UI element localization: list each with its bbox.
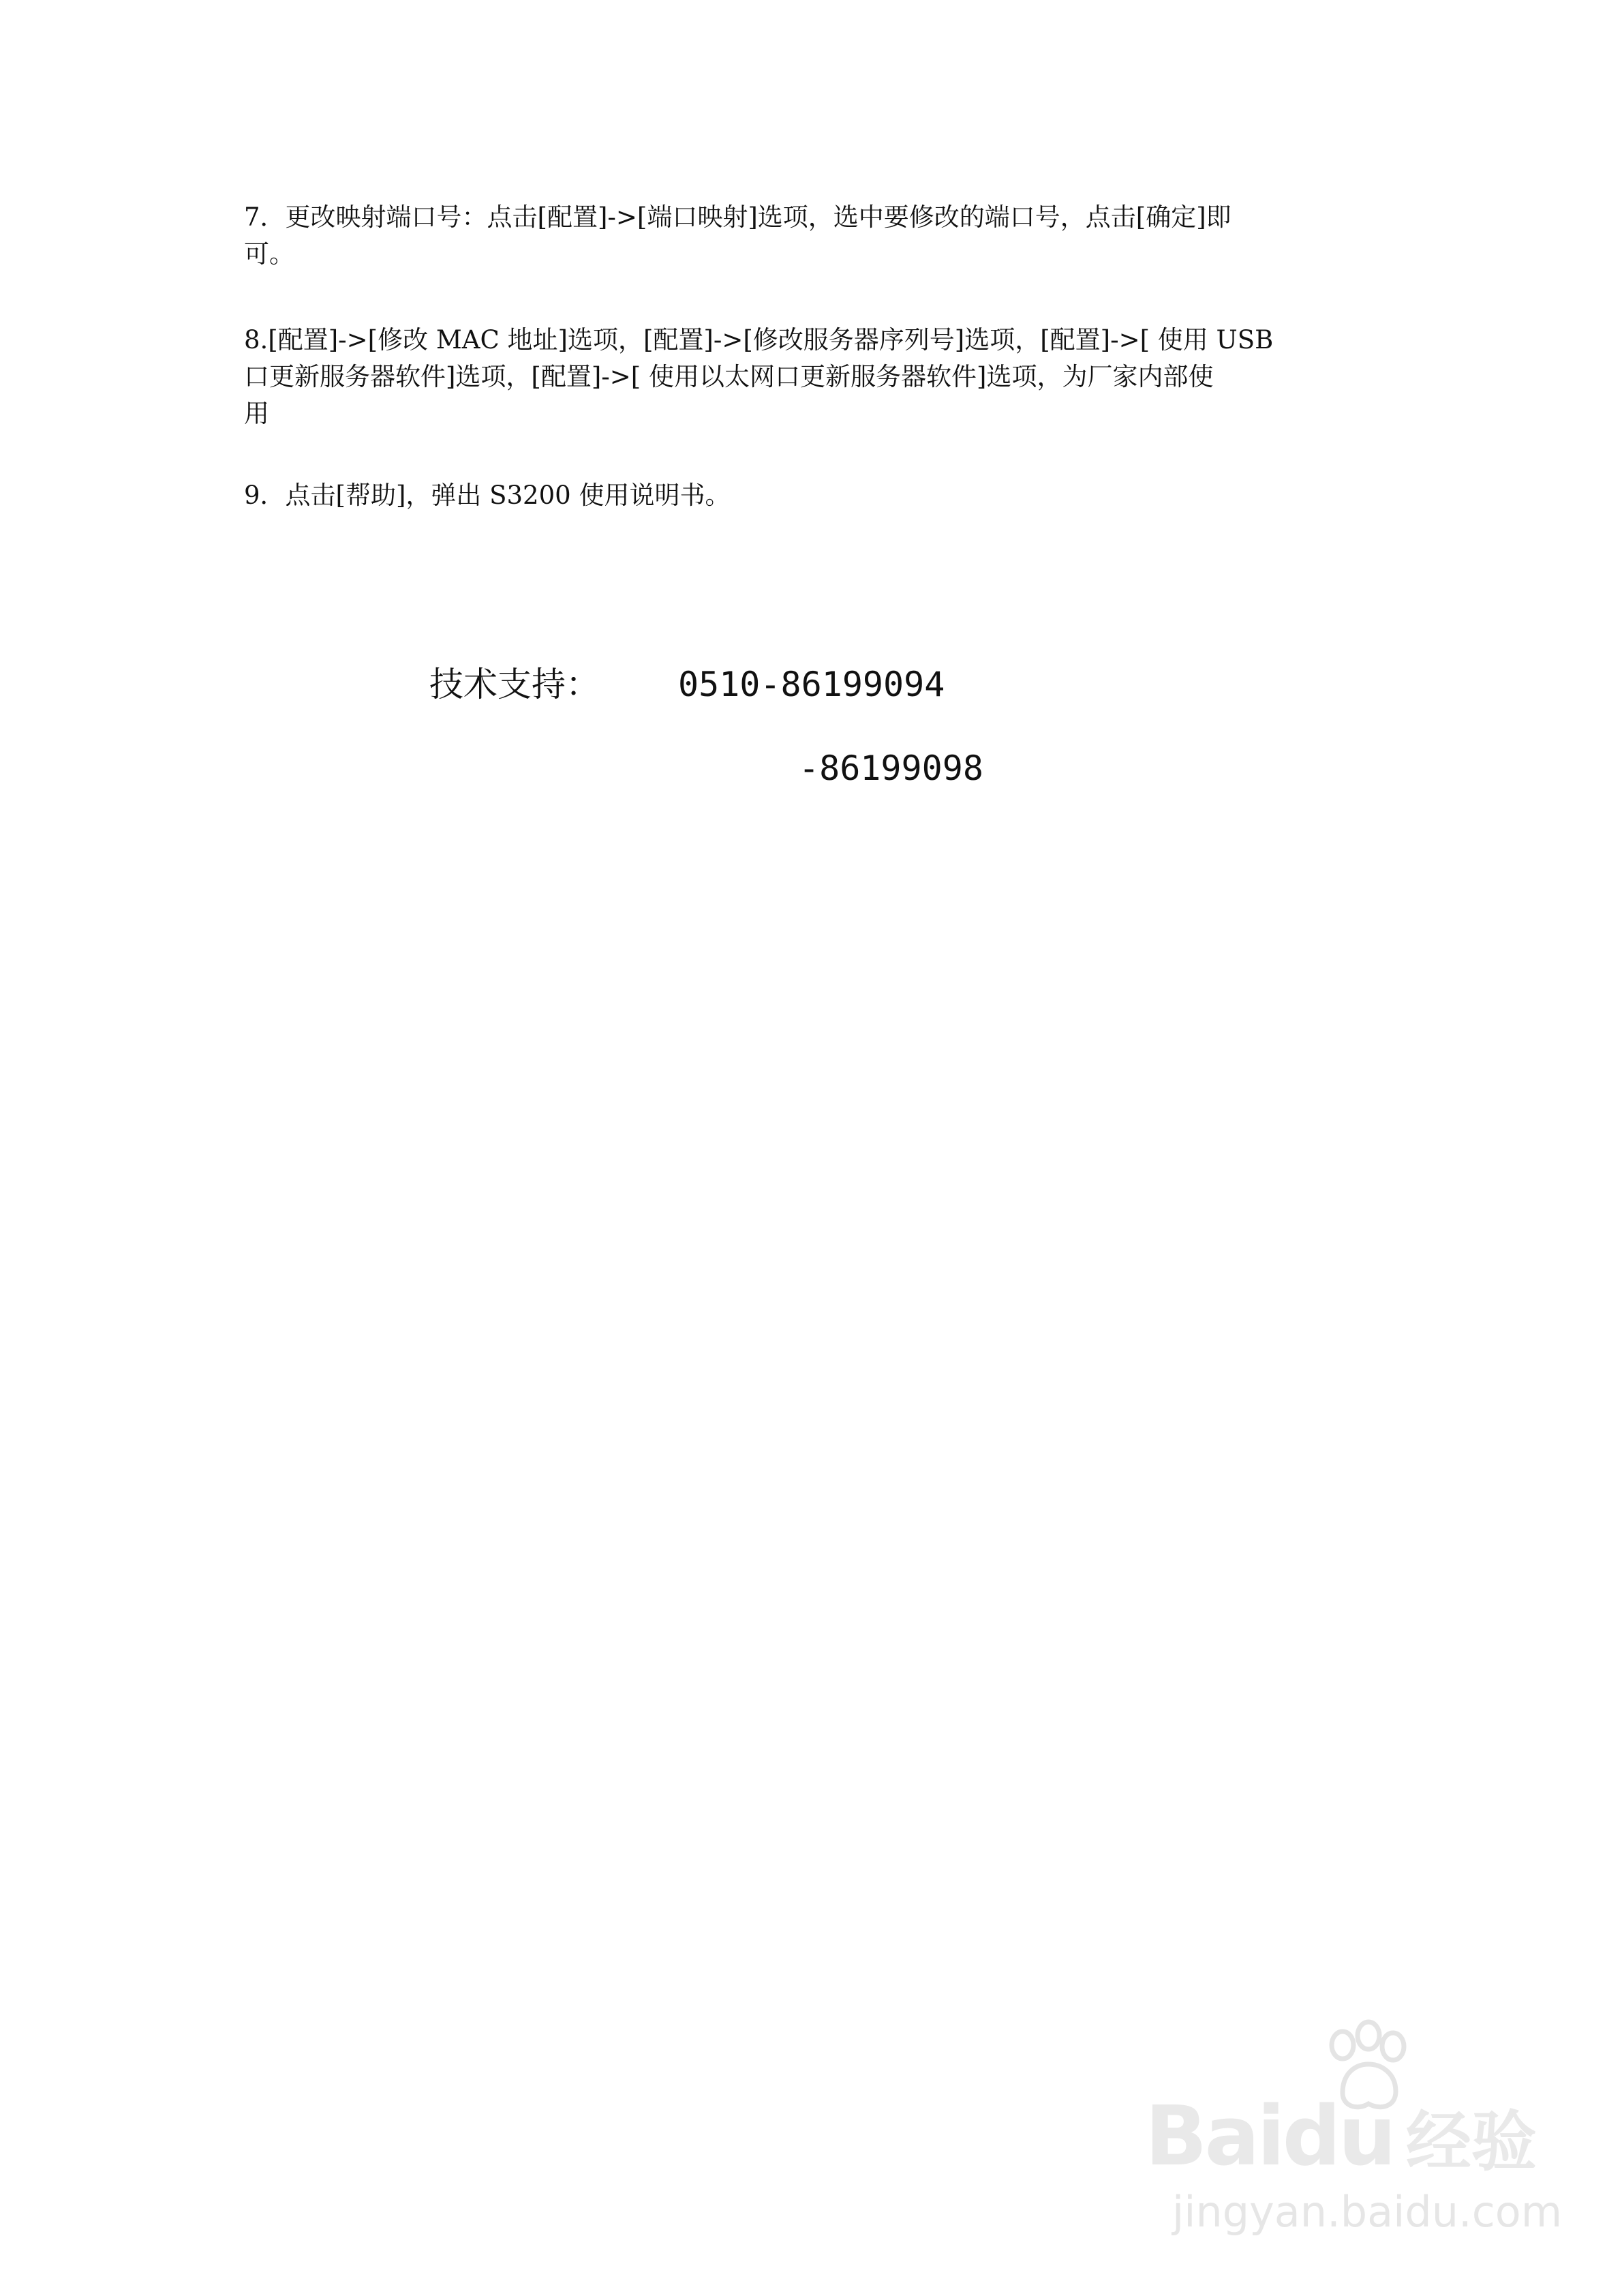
instruction-step-7 <box>244 199 1389 273</box>
step-8-line-3: 用 <box>244 399 269 428</box>
watermark-logo <box>1145 2089 1537 2186</box>
watermark-logo-text: Baidu <box>1145 2089 1394 2184</box>
instruction-step-9 <box>244 477 1389 514</box>
instruction-step-8 <box>244 322 1389 432</box>
tech-support-phone-primary: 0510-86199094 <box>678 665 945 704</box>
watermark-url: jingyan.baidu.com <box>1172 2187 1563 2237</box>
step-7-line-1: 7．更改映射端口号：点击[配置]->[端口映射]选项，选中要修改的端口号，点击[确定]即 <box>244 202 1231 232</box>
step-7-line-2: 可。 <box>244 239 294 269</box>
step-9-line-1: 9．点击[帮助]，弹出 S3200 使用说明书。 <box>244 481 731 510</box>
step-8-line-2: 口更新服务器软件]选项，[配置]->[ 使用以太网口更新服务器软件]选项，为厂家内部使 <box>244 362 1214 391</box>
tech-support-phone-secondary: -86199098 <box>799 749 983 788</box>
baidu-jingyan-watermark <box>1145 2018 1581 2250</box>
step-8-line-1: 8.[配置]->[修改 MAC 地址]选项，[配置]->[修改服务器序列号]选项，[配置]->[ 使用 USB <box>244 325 1274 354</box>
watermark-logo-cn: 经验 <box>1405 2104 1537 2180</box>
tech-support-label: 技术支持： <box>429 665 600 704</box>
